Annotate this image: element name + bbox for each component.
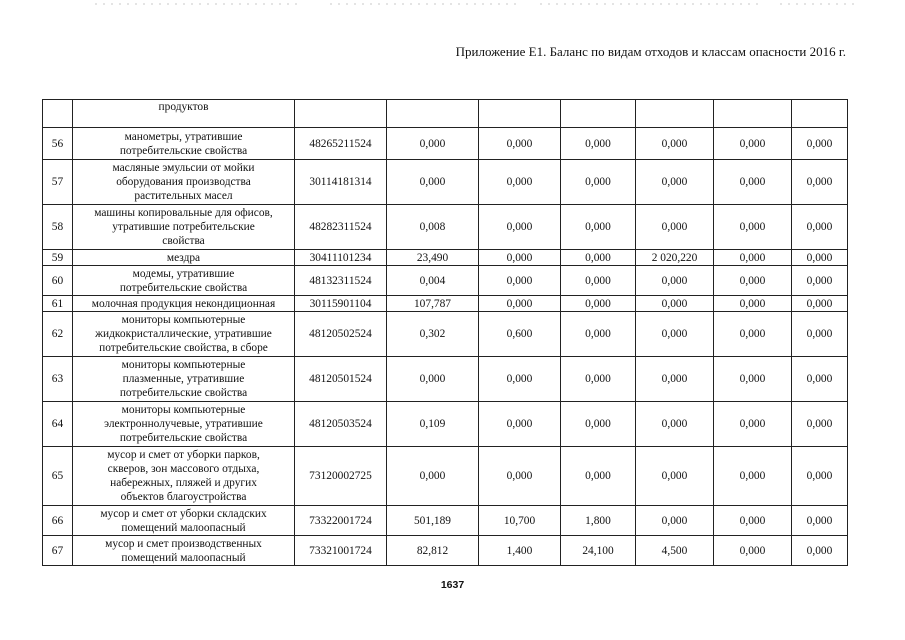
waste-name-line: потребительские свойства xyxy=(119,281,248,294)
row-number: 56 xyxy=(43,128,73,160)
waste-name xyxy=(73,128,295,160)
waste-value: 0,000 xyxy=(387,447,479,506)
waste-name-line: мездра xyxy=(166,251,201,264)
waste-value: 0,000 xyxy=(792,506,848,536)
waste-value: 1,800 xyxy=(561,506,636,536)
waste-value: 0,000 xyxy=(714,357,792,402)
waste-name-line: потребительские свойства xyxy=(119,387,248,399)
waste-value: 0,000 xyxy=(636,402,714,447)
cell-value xyxy=(561,100,636,128)
waste-name-line: мусор и смет от уборки парков, xyxy=(107,449,260,461)
waste-value: 0,000 xyxy=(479,296,561,312)
table-row xyxy=(43,536,848,566)
table-row-continuation xyxy=(43,100,848,128)
waste-value: 0,000 xyxy=(792,205,848,250)
waste-balance-table xyxy=(42,99,848,566)
waste-value: 0,000 xyxy=(561,312,636,357)
waste-name-line: объектов благоустройства xyxy=(120,491,247,503)
waste-name-line: свойства xyxy=(162,235,205,247)
waste-name xyxy=(73,357,295,402)
waste-value: 0,000 xyxy=(561,250,636,266)
table-row xyxy=(43,506,848,536)
waste-value: 0,000 xyxy=(479,357,561,402)
waste-value: 0,600 xyxy=(479,312,561,357)
table-row xyxy=(43,205,848,250)
waste-value: 0,000 xyxy=(636,296,714,312)
waste-name-line: электроннолучевые, утратившие xyxy=(104,418,263,430)
waste-value: 0,000 xyxy=(792,250,848,266)
waste-value: 2 020,220 xyxy=(636,250,714,266)
waste-value: 0,008 xyxy=(387,205,479,250)
waste-value: 0,000 xyxy=(714,312,792,357)
waste-code: 48282311524 xyxy=(295,205,387,250)
waste-value: 0,000 xyxy=(636,160,714,205)
waste-name xyxy=(73,447,295,506)
waste-value: 0,302 xyxy=(387,312,479,357)
waste-name-line: модемы, утратившие xyxy=(132,267,235,280)
row-number: 67 xyxy=(43,536,73,566)
waste-value: 0,000 xyxy=(479,447,561,506)
waste-value: 501,189 xyxy=(387,506,479,536)
waste-value: 0,000 xyxy=(792,447,848,506)
waste-name-line: жидкокристаллические, утратившие xyxy=(95,328,272,340)
waste-name-line: молочная продукция некондиционная xyxy=(91,297,276,310)
waste-value: 0,000 xyxy=(714,266,792,296)
waste-value: 0,004 xyxy=(387,266,479,296)
row-number: 61 xyxy=(43,296,73,312)
waste-name xyxy=(73,266,295,296)
waste-name xyxy=(73,296,295,312)
waste-name-line: помещений малоопасный xyxy=(121,551,246,564)
waste-code: 48120501524 xyxy=(295,357,387,402)
waste-value: 0,000 xyxy=(714,205,792,250)
waste-name xyxy=(73,312,295,357)
table-row xyxy=(43,447,848,506)
waste-value: 0,000 xyxy=(636,312,714,357)
table-row xyxy=(43,357,848,402)
row-number: 62 xyxy=(43,312,73,357)
waste-name-line: мусор и смет от уборки складских xyxy=(100,507,267,520)
waste-value: 0,000 xyxy=(479,402,561,447)
waste-code: 73322001724 xyxy=(295,506,387,536)
waste-code: 30114181314 xyxy=(295,160,387,205)
waste-value: 0,000 xyxy=(714,447,792,506)
waste-name-line: мусор и смет производственных xyxy=(105,537,262,550)
cell-name: продуктов xyxy=(73,100,295,128)
waste-name-line: помещений малоопасный xyxy=(121,521,246,534)
waste-code: 30411101234 xyxy=(295,250,387,266)
waste-name-line: набережных, пляжей и других xyxy=(110,477,257,489)
waste-value: 0,000 xyxy=(792,536,848,566)
row-number: 65 xyxy=(43,447,73,506)
table-row xyxy=(43,312,848,357)
waste-value: 0,000 xyxy=(636,205,714,250)
waste-value: 0,000 xyxy=(479,266,561,296)
waste-value: 0,000 xyxy=(561,402,636,447)
waste-code: 73321001724 xyxy=(295,536,387,566)
waste-value: 0,000 xyxy=(561,128,636,160)
row-number: 60 xyxy=(43,266,73,296)
waste-value: 0,000 xyxy=(636,266,714,296)
waste-value: 0,000 xyxy=(636,357,714,402)
cell-value xyxy=(636,100,714,128)
waste-value: 0,000 xyxy=(636,128,714,160)
waste-name-line: мониторы компьютерные xyxy=(121,314,246,326)
waste-name-line: оборудования производства xyxy=(116,176,251,188)
waste-value: 0,000 xyxy=(792,266,848,296)
waste-code: 48132311524 xyxy=(295,266,387,296)
waste-name-line: плазменные, утратившие xyxy=(122,373,245,385)
waste-name-line: потребительские свойства, в сборе xyxy=(99,342,268,354)
waste-value: 107,787 xyxy=(387,296,479,312)
waste-value: 1,400 xyxy=(479,536,561,566)
waste-value: 4,500 xyxy=(636,536,714,566)
waste-name-line: потребительские свойства xyxy=(119,432,248,444)
waste-value: 0,000 xyxy=(479,128,561,160)
waste-value: 0,000 xyxy=(792,128,848,160)
waste-code: 30115901104 xyxy=(295,296,387,312)
waste-code: 48265211524 xyxy=(295,128,387,160)
cell-value xyxy=(714,100,792,128)
waste-name-line: растительных масел xyxy=(134,190,233,202)
row-number: 64 xyxy=(43,402,73,447)
waste-value: 10,700 xyxy=(479,506,561,536)
waste-name-line: мониторы компьютерные xyxy=(121,359,246,371)
waste-name-line: мониторы компьютерные xyxy=(121,404,246,416)
table-row xyxy=(43,266,848,296)
cell-code xyxy=(295,100,387,128)
waste-value: 0,000 xyxy=(714,160,792,205)
waste-value: 0,000 xyxy=(792,160,848,205)
waste-value: 0,000 xyxy=(714,250,792,266)
page-number: 1637 xyxy=(440,579,465,591)
row-number: 66 xyxy=(43,506,73,536)
waste-value: 0,000 xyxy=(714,296,792,312)
waste-code: 73120002725 xyxy=(295,447,387,506)
waste-name-line: манометры, утратившие xyxy=(124,130,243,143)
waste-name-line: скверов, зон массового отдыха, xyxy=(107,463,260,475)
cell-value xyxy=(387,100,479,128)
scan-noise xyxy=(0,0,905,12)
waste-name-line: машины копировальные для офисов, xyxy=(94,207,273,219)
waste-value: 0,000 xyxy=(387,128,479,160)
waste-value: 0,000 xyxy=(561,447,636,506)
waste-name-line: потребительские свойства xyxy=(119,144,248,157)
waste-value: 23,490 xyxy=(387,250,479,266)
waste-value: 0,000 xyxy=(561,357,636,402)
table-row xyxy=(43,402,848,447)
waste-value: 0,000 xyxy=(561,205,636,250)
table-row xyxy=(43,250,848,266)
waste-name xyxy=(73,402,295,447)
waste-value: 0,109 xyxy=(387,402,479,447)
waste-code: 48120502524 xyxy=(295,312,387,357)
waste-value: 0,000 xyxy=(792,402,848,447)
row-number: 59 xyxy=(43,250,73,266)
cell-value xyxy=(792,100,848,128)
waste-name xyxy=(73,160,295,205)
waste-value: 0,000 xyxy=(479,205,561,250)
waste-code: 48120503524 xyxy=(295,402,387,447)
waste-name xyxy=(73,536,295,566)
waste-value: 0,000 xyxy=(636,447,714,506)
waste-name xyxy=(73,205,295,250)
row-number: 58 xyxy=(43,205,73,250)
table-row xyxy=(43,128,848,160)
waste-value: 0,000 xyxy=(561,296,636,312)
row-number: 57 xyxy=(43,160,73,205)
waste-value: 0,000 xyxy=(479,160,561,205)
waste-value: 0,000 xyxy=(792,296,848,312)
table-body xyxy=(43,100,848,566)
row-number: 63 xyxy=(43,357,73,402)
waste-value: 82,812 xyxy=(387,536,479,566)
waste-name-line: масляные эмульсии от мойки xyxy=(112,162,255,174)
cell-value xyxy=(479,100,561,128)
waste-value: 0,000 xyxy=(714,402,792,447)
waste-value: 0,000 xyxy=(792,357,848,402)
waste-value: 0,000 xyxy=(561,266,636,296)
waste-value: 0,000 xyxy=(387,357,479,402)
table-row xyxy=(43,296,848,312)
waste-name-line: утратившие потребительские xyxy=(112,221,255,233)
waste-value: 0,000 xyxy=(714,506,792,536)
cell-num xyxy=(43,100,73,128)
waste-value: 0,000 xyxy=(636,506,714,536)
waste-value: 24,100 xyxy=(561,536,636,566)
waste-name xyxy=(73,250,295,266)
waste-value: 0,000 xyxy=(479,250,561,266)
waste-value: 0,000 xyxy=(792,312,848,357)
waste-name xyxy=(73,506,295,536)
waste-value: 0,000 xyxy=(714,536,792,566)
page-caption: Приложение Е1. Баланс по видам отходов и классам опасности 2016 г. xyxy=(455,44,846,59)
waste-value: 0,000 xyxy=(387,160,479,205)
waste-value: 0,000 xyxy=(561,160,636,205)
waste-value: 0,000 xyxy=(714,128,792,160)
table-row xyxy=(43,160,848,205)
